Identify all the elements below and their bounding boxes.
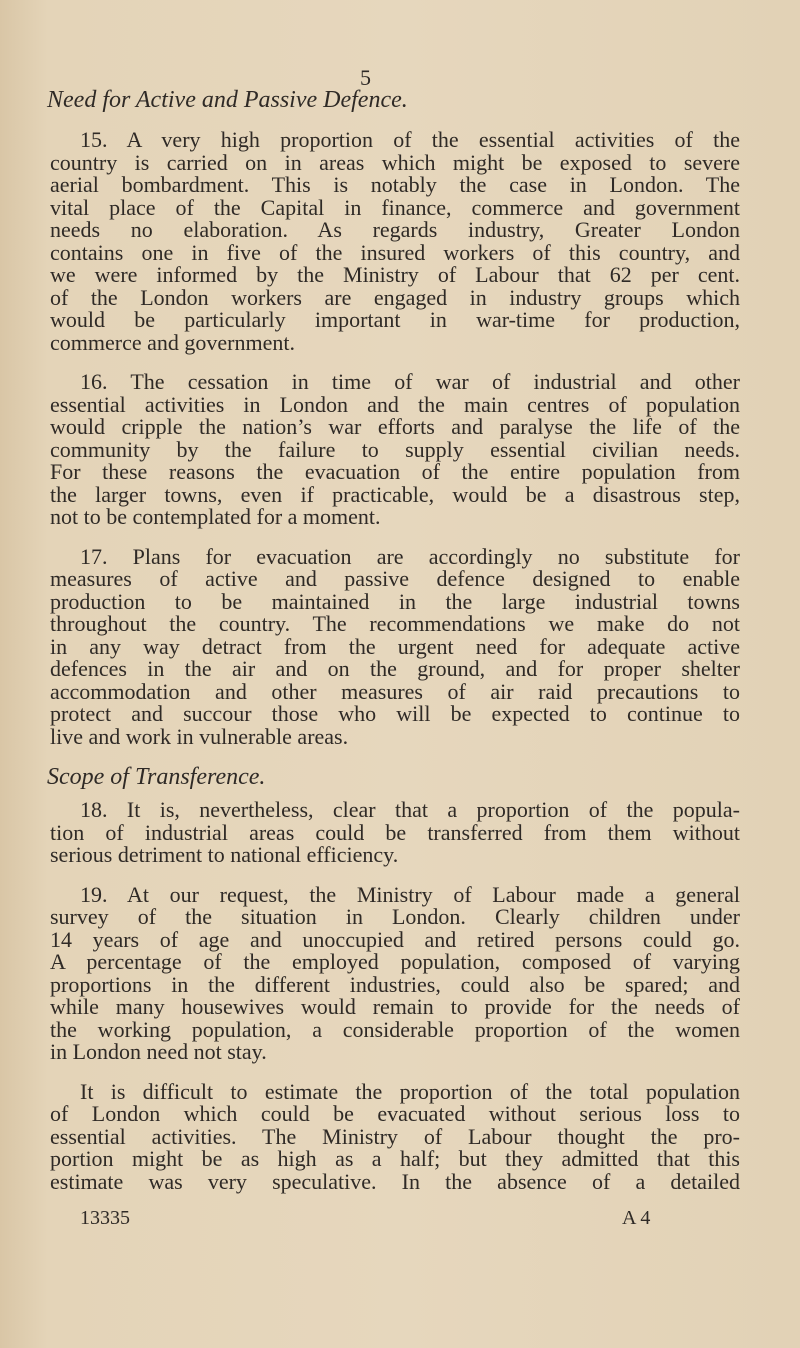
text-line: It is difficult to estimate the proportion of the total population [80,1078,740,1104]
text-line: needs no elaboration. As regards industry, Greater London [50,217,740,242]
text-line: in any way detract from the urgent need for adequate active [50,633,740,659]
text-line: accommodation and other measures of air raid precautions to [50,678,740,704]
text-line: aerial bombardment. This is notably the case in London. The [50,172,740,197]
text-line: portion might be as high as a half; but they admitted that this [50,1146,740,1171]
text-line: For these reasons the evacuation of the entire population from [50,459,740,484]
paragraph-17 [50,543,740,749]
text-line: we were informed by the Ministry of Labour that 62 per cent. [50,262,740,287]
text-line: 17. Plans for evacuation are accordingly no substitute for [80,543,740,569]
text-line: essential activities. The Ministry of Labour thought the pro- [50,1123,740,1149]
text-line: proportions in the different industries, could also be spared; and [50,971,740,997]
text-line: throughout the country. The recommendations we make do not [50,611,740,636]
text-line: vital place of the Capital in finance, commerce and government [50,194,740,220]
text-line: 14 years of age and unoccupied and retired persons could go. [50,926,740,952]
text-line: A percentage of the employed population, composed of varying [50,949,740,974]
paragraph-continuation [50,1078,740,1194]
paragraph-15 [50,129,740,354]
text-line: the larger towns, even if practicable, would be a disastrous step, [50,481,740,507]
sheet-signature: A 4 [622,1207,651,1229]
text-line: community by the failure to supply essential civilian needs. [50,436,740,462]
text-line: would be particularly important in war-time for production, [50,307,740,332]
text-line: 15. A very high proportion of the essential activities of the [80,127,740,152]
text-line: survey of the situation in London. Clearly children under [50,904,740,929]
text-line: serious detriment to national efficiency. [50,842,399,867]
text-line: country is carried on in areas which might be exposed to severe [50,149,740,175]
text-line: tion of industrial areas could be transferred from them without [50,819,740,845]
text-line: live and work in vulnerable areas. [50,723,349,749]
paragraph-16 [50,371,740,529]
paragraph-18 [50,799,740,867]
page-number: 5 [360,65,371,90]
text-line: contains one in five of the insured workers of this country, and [50,239,740,265]
text-line: estimate was very speculative. In the absence of a detailed [50,1168,740,1194]
text-line: of London which could be evacuated without serious loss to [50,1101,740,1126]
text-line: 18. It is, nevertheless, clear that a proportion of the popula- [80,797,740,822]
text-line: production to be maintained in the large industrial towns [50,588,740,614]
text-line: 16. The cessation in time of war of industrial and other [80,369,740,394]
text-line: of the London workers are engaged in industry groups which [50,284,740,310]
text-line: essential activities in London and the main centres of population [50,391,740,417]
paragraph-19 [50,881,740,1064]
text-line: protect and succour those who will be expected to continue to [50,701,740,726]
text-line: defences in the air and on the ground, and for proper shelter [50,656,740,681]
text-line: the working population, a considerable proportion of the women [50,1016,740,1042]
text-line: commerce and government. [50,329,295,355]
section-heading-scope: Scope of Transference. [47,764,266,790]
text-line: while many housewives would remain to provide for the needs of [50,994,740,1019]
page-footer [50,1207,740,1231]
text-line: in London need not stay. [50,1039,267,1064]
printer-signature: 13335 [80,1207,130,1229]
section-heading: Need for Active and Passive Defence. [47,87,408,113]
text-line: 19. At our request, the Ministry of Labour made a general [80,881,740,907]
text-line: would cripple the nation’s war efforts and paralyse the life of the [50,414,740,439]
text-line: not to be contemplated for a moment. [50,504,381,529]
page-body [47,87,740,1231]
text-line: measures of active and passive defence designed to enable [50,566,740,591]
